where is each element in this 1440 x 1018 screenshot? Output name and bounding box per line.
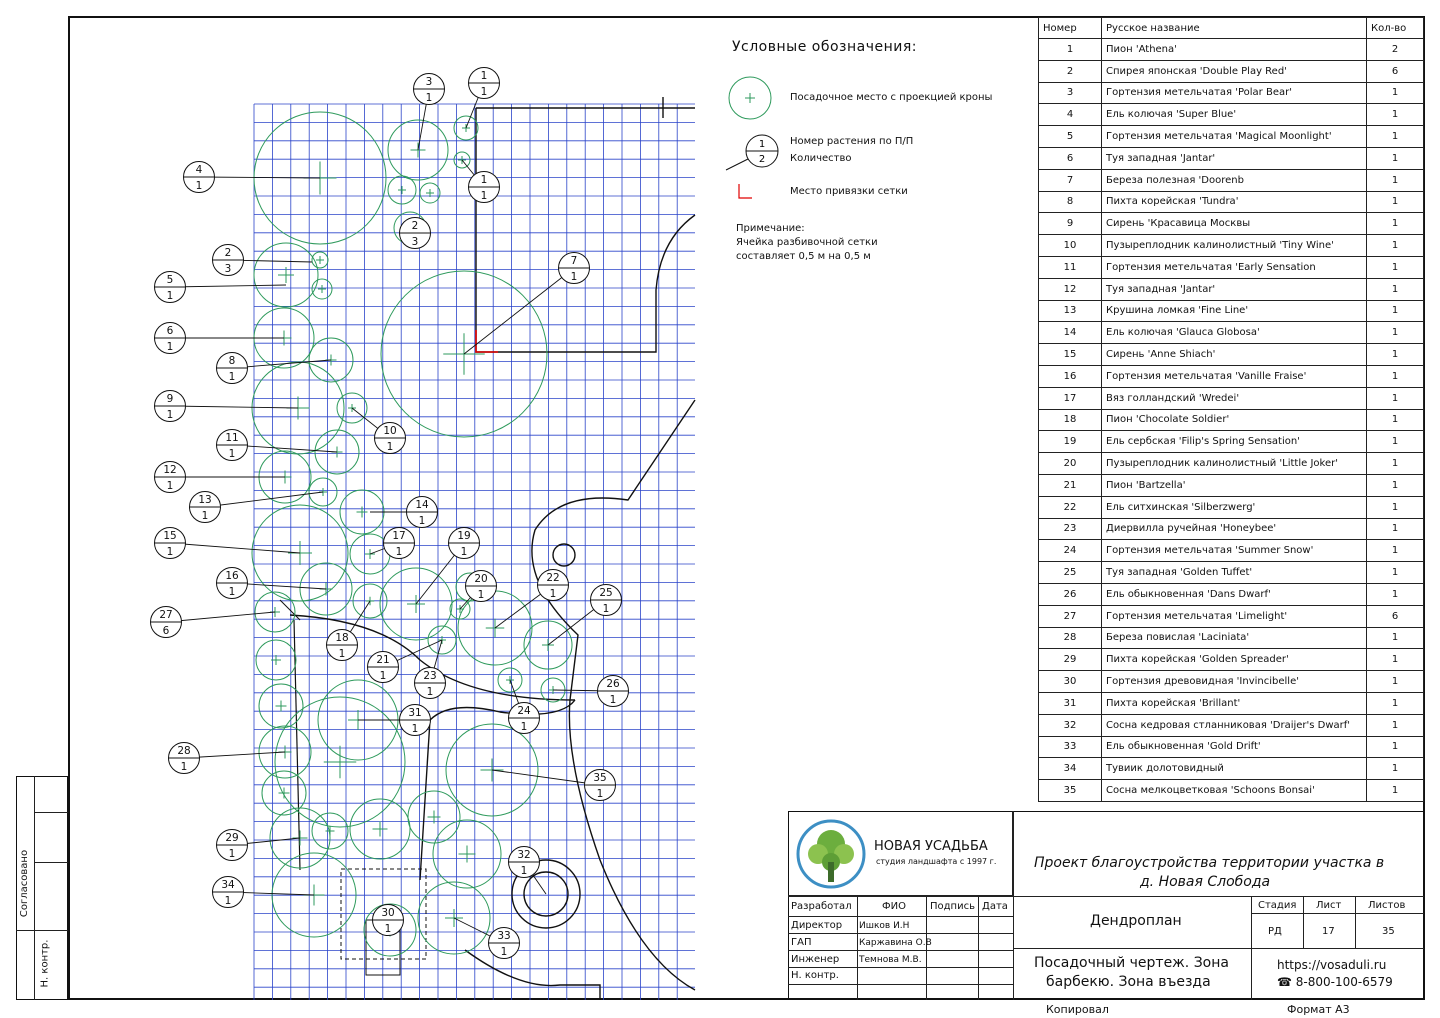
legend-marker-bottom: 2 (758, 154, 766, 165)
plant-name-cell: Пихта корейская 'Golden Spreader' (1102, 649, 1367, 671)
plant-row (1039, 583, 1424, 605)
plant-name-cell: Гортензия метельчатая 'Summer Snow' (1102, 540, 1367, 562)
callout-quantity: 1 (228, 448, 236, 460)
callout-leader (166, 612, 275, 622)
drawing-title-line2: барбекю. Зона въезда (1046, 974, 1211, 990)
plant-num-cell: 7 (1039, 169, 1102, 191)
callout-quantity: 1 (166, 480, 174, 492)
staff-role: Н. контр. (791, 970, 839, 981)
company-logo-tree-icon (796, 818, 866, 890)
callout-quantity: 1 (477, 589, 485, 601)
plant-qty-cell: 1 (1367, 169, 1424, 191)
plant-name-cell: Пион 'Athena' (1102, 39, 1367, 61)
plant-num-cell: 28 (1039, 627, 1102, 649)
callout-quantity: 1 (228, 371, 236, 383)
legend-anchor-label: Место привязки сетки (790, 186, 908, 197)
callout-quantity: 1 (166, 409, 174, 421)
callout-plant-number: 5 (166, 274, 174, 286)
legend-quantity-label: Количество (790, 153, 852, 164)
plant-row (1039, 278, 1424, 300)
tb-hline-1 (1013, 896, 1424, 897)
tb-vline-stage (1251, 896, 1252, 1000)
plant-row (1039, 169, 1424, 191)
callout-quantity: 1 (379, 670, 387, 682)
plant-table (1038, 17, 1424, 802)
phone-number: ☎ 8-800-100-6579 (1277, 975, 1393, 989)
plant-num-cell: 35 (1039, 780, 1102, 802)
plant-num-cell: 2 (1039, 60, 1102, 82)
callout-plant-number: 30 (381, 907, 395, 919)
plant-qty-cell: 1 (1367, 191, 1424, 213)
feature-circle (553, 544, 575, 566)
plant-qty-cell: 1 (1367, 562, 1424, 584)
plant-name-cell: Ель сербская 'Filip's Spring Sensation' (1102, 431, 1367, 453)
callout-plant-number: 14 (415, 499, 429, 511)
plant-name-cell: Гортензия метельчатая 'Vanille Fraise' (1102, 365, 1367, 387)
plant-name-cell: Пион 'Chocolate Soldier' (1102, 409, 1367, 431)
plant-row (1039, 300, 1424, 322)
staff-name: Ишков И.Н (859, 921, 910, 931)
company-subtitle: студия ландшафта с 1997 г. (876, 857, 997, 866)
callout-plant-number: 16 (225, 570, 239, 582)
callout-quantity: 1 (180, 761, 188, 773)
plant-num-cell: 25 (1039, 562, 1102, 584)
plant-row (1039, 409, 1424, 431)
callout-plant-number: 29 (225, 832, 239, 844)
staff-name: Темнова М.В. (859, 955, 922, 965)
staff-grid-h2 (788, 933, 1013, 934)
staff-role: Директор (791, 920, 843, 931)
plant-qty-cell: 1 (1367, 300, 1424, 322)
plant-name-cell: Сосна мелкоцветковая 'Schoons Bonsai' (1102, 780, 1367, 802)
plant-row (1039, 322, 1424, 344)
callout-quantity: 1 (195, 180, 203, 192)
plant-qty-cell: 1 (1367, 431, 1424, 453)
callout-plant-number: 6 (166, 325, 174, 337)
plant-name-cell: Гортензия древовидная 'Invincibelle' (1102, 671, 1367, 693)
plant-name-cell: Сирень 'Красавица Москвы (1102, 213, 1367, 235)
header-num: Номер (1039, 18, 1102, 39)
plant-row (1039, 191, 1424, 213)
plant-num-cell: 9 (1039, 213, 1102, 235)
plant-qty-cell: 1 (1367, 649, 1424, 671)
callout-plant-number: 26 (606, 678, 620, 690)
callout-plant-number: 31 (408, 707, 422, 719)
callout-quantity: 1 (201, 510, 209, 522)
plant-name-cell: Диервилла ручейная 'Honeybee' (1102, 518, 1367, 540)
callout-quantity: 1 (228, 848, 236, 860)
plant-row (1039, 82, 1424, 104)
header-name: Русское название (1102, 18, 1367, 39)
plant-row (1039, 671, 1424, 693)
plant-num-cell: 20 (1039, 453, 1102, 475)
plant-qty-cell: 6 (1367, 60, 1424, 82)
plant-table-header (1039, 18, 1424, 39)
sheet-value: 17 (1322, 926, 1335, 937)
legend-planting-label: Посадочное место с проекцией кроны (790, 92, 993, 103)
callout-plant-number: 10 (383, 425, 397, 437)
legend-anchor-symbol (736, 182, 756, 202)
plant-name-cell: Туя западная 'Jantar' (1102, 278, 1367, 300)
callout-quantity: 3 (224, 263, 232, 275)
doc-type: Дендроплан (1090, 913, 1182, 929)
callout-plant-number: 35 (593, 772, 607, 784)
callout-quantity: 1 (602, 603, 610, 615)
plant-num-cell: 18 (1039, 409, 1102, 431)
callout-quantity: 1 (411, 723, 419, 735)
plant-row (1039, 540, 1424, 562)
plant-qty-cell: 1 (1367, 518, 1424, 540)
callout-plant-number: 2 (224, 247, 232, 259)
col-date: Дата (982, 901, 1008, 912)
callout-plant-number: 9 (166, 393, 174, 405)
plant-row (1039, 453, 1424, 475)
plant-qty-cell: 1 (1367, 278, 1424, 300)
legend-number-label: Номер растения по П/П (790, 136, 914, 147)
format-label: Формат А3 (1287, 1003, 1350, 1016)
plant-name-cell: Туя западная 'Jantar' (1102, 147, 1367, 169)
plant-row (1039, 758, 1424, 780)
project-title-line1: Проект благоустройства территории участка в (1034, 855, 1385, 871)
website-link[interactable]: https://vosaduli.ru (1277, 958, 1387, 972)
callout-quantity: 1 (426, 686, 434, 698)
plant-name-cell: Туя западная 'Golden Tuffet' (1102, 562, 1367, 584)
plant-num-cell: 6 (1039, 147, 1102, 169)
callout-plant-number: 28 (177, 745, 191, 757)
callout-quantity: 1 (570, 271, 578, 283)
callout-plant-number: 13 (198, 494, 212, 506)
plant-qty-cell: 1 (1367, 671, 1424, 693)
plant-num-cell: 29 (1039, 649, 1102, 671)
callout-plant-number: 18 (335, 632, 349, 644)
plant-num-cell: 5 (1039, 126, 1102, 148)
plant-name-cell: Пион 'Bartzella' (1102, 474, 1367, 496)
plant-qty-cell: 1 (1367, 256, 1424, 278)
plant-row (1039, 344, 1424, 366)
plant-name-cell: Ель обыкновенная 'Dans Dwarf' (1102, 583, 1367, 605)
plant-qty-cell: 1 (1367, 714, 1424, 736)
plant-num-cell: 21 (1039, 474, 1102, 496)
plant-num-cell: 32 (1039, 714, 1102, 736)
staff-name: Каржавина О.В (859, 938, 932, 948)
plant-row (1039, 126, 1424, 148)
callout-plant-number: 7 (570, 255, 578, 267)
sheets-label: Листов (1368, 900, 1406, 911)
plant-qty-cell: 1 (1367, 82, 1424, 104)
tb-hline-stage (1251, 913, 1424, 914)
callout-plant-number: 22 (546, 572, 560, 584)
callout-quantity: 1 (166, 290, 174, 302)
staff-grid-h4 (788, 967, 1013, 968)
callout-leader (199, 177, 320, 178)
plant-num-cell: 30 (1039, 671, 1102, 693)
plant-name-cell: Ель колючая 'Super Blue' (1102, 104, 1367, 126)
staff-grid-h3 (788, 950, 1013, 951)
col-role: Разработал (791, 901, 852, 912)
plant-row (1039, 365, 1424, 387)
plant-row (1039, 496, 1424, 518)
plant-row (1039, 256, 1424, 278)
plant-name-cell: Крушина ломкая 'Fine Line' (1102, 300, 1367, 322)
note-line1: Ячейка разбивочной сетки (736, 237, 878, 248)
plant-qty-cell: 1 (1367, 409, 1424, 431)
plant-qty-cell: 1 (1367, 147, 1424, 169)
callout-plant-number: 1 (480, 174, 488, 186)
plant-qty-cell: 1 (1367, 235, 1424, 257)
bed-edge-inner (430, 700, 575, 720)
plant-num-cell: 22 (1039, 496, 1102, 518)
plant-qty-cell: 1 (1367, 104, 1424, 126)
copied-label: Копировал (1046, 1003, 1109, 1016)
plant-num-cell: 12 (1039, 278, 1102, 300)
plant-qty-cell: 1 (1367, 213, 1424, 235)
staff-grid-h0 (788, 896, 1013, 897)
plant-qty-cell: 1 (1367, 758, 1424, 780)
plant-qty-cell: 6 (1367, 605, 1424, 627)
path-curve (656, 215, 695, 290)
callout-plant-number: 19 (457, 530, 471, 542)
plant-qty-cell: 2 (1367, 39, 1424, 61)
plant-qty-cell: 1 (1367, 387, 1424, 409)
plant-name-cell: Тувиик долотовидный (1102, 758, 1367, 780)
plant-row (1039, 431, 1424, 453)
side-stamp-div2 (35, 862, 68, 863)
plant-row (1039, 474, 1424, 496)
plant-num-cell: 19 (1039, 431, 1102, 453)
col-fio: ФИО (882, 901, 906, 912)
callout-plant-number: 24 (517, 705, 531, 717)
callout-quantity: 1 (224, 895, 232, 907)
plant-qty-cell: 1 (1367, 453, 1424, 475)
callout-quantity: 1 (228, 586, 236, 598)
plant-row (1039, 692, 1424, 714)
callout-plant-number: 15 (163, 530, 177, 542)
plant-name-cell: Гортензия метельчатая 'Early Sensation (1102, 256, 1367, 278)
callout-quantity: 1 (596, 788, 604, 800)
plant-row (1039, 714, 1424, 736)
plant-num-cell: 26 (1039, 583, 1102, 605)
plant-num-cell: 15 (1039, 344, 1102, 366)
side-stamp-div3 (16, 930, 68, 931)
plant-name-cell: Береза полезная 'Doorenb (1102, 169, 1367, 191)
legend-marker-top: 1 (758, 139, 766, 150)
plant-name-cell: Пузыреплодник калинолистный 'Tiny Wine' (1102, 235, 1367, 257)
callout-quantity: 1 (520, 721, 528, 733)
plant-name-cell: Гортензия метельчатая 'Polar Bear' (1102, 82, 1367, 104)
callout-quantity: 6 (162, 625, 170, 637)
tb-hline-2 (1013, 948, 1424, 949)
plant-qty-cell: 1 (1367, 583, 1424, 605)
plant-num-cell: 3 (1039, 82, 1102, 104)
callout-plant-number: 32 (517, 849, 531, 861)
plant-qty-cell: 1 (1367, 736, 1424, 758)
plant-num-cell: 27 (1039, 605, 1102, 627)
callout-quantity: 1 (338, 648, 346, 660)
plant-num-cell: 14 (1039, 322, 1102, 344)
callout-quantity: 1 (480, 86, 488, 98)
grid-anchor (476, 330, 498, 352)
note-line2: составляет 0,5 м на 0,5 м (736, 251, 871, 262)
callout-quantity: 1 (480, 190, 488, 202)
plant-name-cell: Вяз голландский 'Wredei' (1102, 387, 1367, 409)
callout-quantity: 1 (395, 546, 403, 558)
callout-quantity: 1 (460, 546, 468, 558)
plant-row (1039, 235, 1424, 257)
side-stamp-agreed: Согласовано (19, 849, 31, 918)
plant-num-cell: 16 (1039, 365, 1102, 387)
plant-num-cell: 4 (1039, 104, 1102, 126)
legend-marker-symbol (722, 134, 782, 174)
plant-name-cell: Береза повислая 'Laciniata' (1102, 627, 1367, 649)
tb-vline-sheet (1303, 896, 1304, 948)
plant-row (1039, 39, 1424, 61)
plant-num-cell: 23 (1039, 518, 1102, 540)
callout-plant-number: 33 (497, 930, 511, 942)
header-qty: Кол-во (1367, 18, 1424, 39)
callout-plant-number: 21 (376, 654, 390, 666)
plant-num-cell: 31 (1039, 692, 1102, 714)
stage-value: РД (1268, 926, 1282, 937)
plant-qty-cell: 1 (1367, 780, 1424, 802)
side-stamp-div1 (35, 812, 68, 813)
plant-name-cell: Гортензия метельчатая 'Magical Moonlight' (1102, 126, 1367, 148)
plant-name-cell: Ель обыкновенная 'Gold Drift' (1102, 736, 1367, 758)
plant-name-cell: Ель ситхинская 'Silberzwerg' (1102, 496, 1367, 518)
plant-row (1039, 60, 1424, 82)
sheet-label: Лист (1316, 900, 1342, 911)
callout-leader (170, 285, 286, 287)
company-name: НОВАЯ УСАДЬБА (874, 839, 988, 854)
callout-quantity: 1 (549, 588, 557, 600)
staff-grid-h5 (788, 984, 1013, 985)
callout-quantity: 1 (425, 92, 433, 104)
callout-leader (492, 770, 600, 785)
staff-role: Инженер (791, 954, 840, 965)
bed-edge-line (420, 720, 430, 880)
callout-quantity: 1 (384, 923, 392, 935)
callout-quantity: 1 (500, 946, 508, 958)
plant-name-cell: Сосна кедровая стланниковая 'Draijer's Dwarf' (1102, 714, 1367, 736)
callout-quantity: 1 (520, 865, 528, 877)
staff-grid-v4 (1013, 811, 1014, 1000)
callout-plant-number: 12 (163, 464, 177, 476)
plant-num-cell: 8 (1039, 191, 1102, 213)
plant-num-cell: 10 (1039, 235, 1102, 257)
callout-leader (464, 268, 574, 354)
plant-row (1039, 213, 1424, 235)
plant-name-cell: Пихта корейская 'Tundra' (1102, 191, 1367, 213)
plant-row (1039, 605, 1424, 627)
plant-row (1039, 104, 1424, 126)
plant-num-cell: 11 (1039, 256, 1102, 278)
plant-qty-cell: 1 (1367, 365, 1424, 387)
plant-qty-cell: 1 (1367, 627, 1424, 649)
plant-row (1039, 518, 1424, 540)
plant-row (1039, 649, 1424, 671)
callout-quantity: 3 (411, 236, 419, 248)
plant-row (1039, 147, 1424, 169)
note-title: Примечание: (736, 223, 805, 234)
drawing-title-line1: Посадочный чертеж. Зона (1034, 955, 1229, 971)
plant-row (1039, 627, 1424, 649)
callout-quantity: 1 (609, 694, 617, 706)
callout-plant-number: 4 (195, 164, 203, 176)
callout-leader (170, 406, 298, 408)
plant-name-cell: Ель колючая 'Glauca Globosa' (1102, 322, 1367, 344)
callout-leader (170, 543, 300, 553)
edge-tick (280, 600, 300, 620)
bbq-edge (465, 950, 600, 1000)
plant-num-cell: 1 (1039, 39, 1102, 61)
bed-left-edge (294, 620, 300, 870)
callout-quantity: 1 (418, 515, 426, 527)
plant-name-cell: Гортензия метельчатая 'Limelight' (1102, 605, 1367, 627)
plant-qty-cell: 1 (1367, 474, 1424, 496)
callout-plant-number: 25 (599, 587, 613, 599)
plant-name-cell: Сирень 'Anne Shiach' (1102, 344, 1367, 366)
plant-qty-cell: 1 (1367, 322, 1424, 344)
sheets-value: 35 (1382, 926, 1395, 937)
plant-name-cell: Пузыреплодник калинолистный 'Little Joker' (1102, 453, 1367, 475)
staff-role: ГАП (791, 937, 812, 948)
plant-qty-cell: 1 (1367, 496, 1424, 518)
callout-plant-number: 11 (225, 432, 239, 444)
plant-name-cell: Спирея японская 'Double Play Red' (1102, 60, 1367, 82)
stage-label: Стадия (1258, 900, 1297, 911)
callout-quantity: 1 (166, 546, 174, 558)
callout-quantity: 1 (386, 441, 394, 453)
legend-crown-symbol (726, 76, 774, 124)
side-stamp-n-control: Н. контр. (39, 939, 51, 988)
callout-plant-number: 34 (221, 879, 235, 891)
plant-num-cell: 33 (1039, 736, 1102, 758)
plant-row (1039, 387, 1424, 409)
callout-plant-number: 2 (411, 220, 419, 232)
callout-plant-number: 8 (228, 355, 236, 367)
plant-name-cell: Пихта корейская 'Brillant' (1102, 692, 1367, 714)
callout-plant-number: 20 (474, 573, 488, 585)
callout-plant-number: 27 (159, 609, 173, 621)
legend-title: Условные обозначения: (732, 39, 917, 55)
callout-leader (205, 492, 323, 507)
callout-plant-number: 1 (480, 70, 488, 82)
callout-plant-number: 17 (392, 530, 406, 542)
plant-row (1039, 736, 1424, 758)
plant-qty-cell: 1 (1367, 540, 1424, 562)
plant-row (1039, 780, 1424, 802)
plant-qty-cell: 1 (1367, 692, 1424, 714)
plant-num-cell: 13 (1039, 300, 1102, 322)
plant-num-cell: 17 (1039, 387, 1102, 409)
plant-qty-cell: 1 (1367, 344, 1424, 366)
project-title-line2: д. Новая Слобода (1140, 874, 1271, 890)
plant-num-cell: 34 (1039, 758, 1102, 780)
plant-qty-cell: 1 (1367, 126, 1424, 148)
staff-grid-h1 (788, 916, 1013, 917)
house-outline (476, 108, 656, 352)
plant-row (1039, 562, 1424, 584)
callout-plant-number: 3 (425, 76, 433, 88)
callout-plant-number: 23 (423, 670, 437, 682)
tb-vline-sheets (1355, 896, 1356, 948)
callout-quantity: 1 (166, 341, 174, 353)
col-sign: Подпись (930, 901, 975, 912)
plant-num-cell: 24 (1039, 540, 1102, 562)
